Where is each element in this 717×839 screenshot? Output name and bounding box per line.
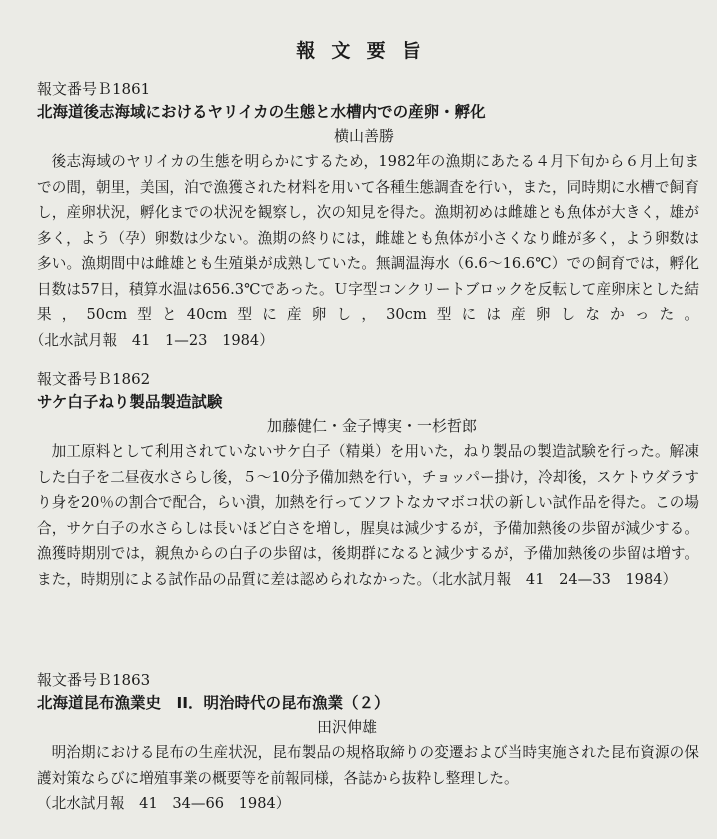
report-author: 加藤健仁・金子博実・一杉哲郎 [267,417,478,435]
report-entry-b1862 [37,368,699,592]
report-number: 報文番号Ｂ1862 [37,370,151,388]
report-author: 田沢伸雄 [317,718,378,736]
report-title: サケ白子ねり製品製造試験 [37,393,223,411]
report-title: 北海道後志海域におけるヤリイカの生態と水槽内での産卵・孵化 [37,103,486,121]
report-abstract [37,149,699,353]
report-citation: （北水試月報 41 34—66 1984） [37,795,291,812]
abstract-text: 加工原料として利用されていないサケ白子（精巣）を用いた，ねり製品の製造試験を行った。解凍した白子を二昼夜水さらし後，５〜10分予備加熱を行い，チョッパー掛け，冷却後，スケトウダラすり身を20％の割合で配合，らい潰，加熱を行ってソフトなカマボコ状の新しい試作品を得た。この場合，サケ白子の水さらしは長いほど白さを増し，腥臭は減少するが，予備加熱後の歩留が減少する。漁獲時期別では，親魚からの白子の歩留は，後期群になると減少するが，予備加熱後の歩留は増す。また，時期別による試作品の品質に差は認められなかった。 [37,443,699,588]
report-citation: （北水試月報 41 24—33 1984） [431,570,678,588]
report-number: 報文番号Ｂ1861 [37,80,151,98]
report-title: 北海道昆布漁業史 II．明治時代の昆布漁業（２） [37,694,390,712]
report-number: 報文番号Ｂ1863 [37,671,151,689]
report-abstract [37,439,699,592]
report-entry-b1863 [37,669,699,817]
abstract-text: 後志海域のヤリイカの生態を明らかにするため，1982年の漁期にあたる４月下旬から６月上旬までの間，朝里，美国，泊で漁獲された材料を用いて各種生態調査を行い，また，同時期に水槽で飼育し，産卵状況，孵化までの状況を観察し，次の知見を得た。漁期初めは雌雄とも魚体が大きく，雄が多く，よう（孕）卵数は少ない。漁期の終りには，雌雄とも魚体が小さくなり雌が多く，よう卵数は多い。漁期間中は雌雄とも生殖巣が成熟していた。無調温海水（6.6〜16.6℃）での飼育では，孵化日数は57日，積算水温は656.3℃であった。Ｕ字型コンクリートブロックを反転して産卵床とした結果，50cm型と40cm型に産卵し，30cm型には産卵しなかった。 [37,153,699,323]
report-entry-b1861 [37,78,699,353]
page-title: 報文要旨 [296,40,437,62]
report-abstract: 明治期における昆布の生産状況，昆布製品の規格取締りの変遷および当時実施された昆布資源の保護対策ならびに増殖事業の概要等を前報同様，各誌から抜粋し整理した。 [37,744,699,787]
report-citation: （北水試月報 41 1—23 1984） [37,331,274,349]
report-author: 横山善勝 [334,127,395,145]
